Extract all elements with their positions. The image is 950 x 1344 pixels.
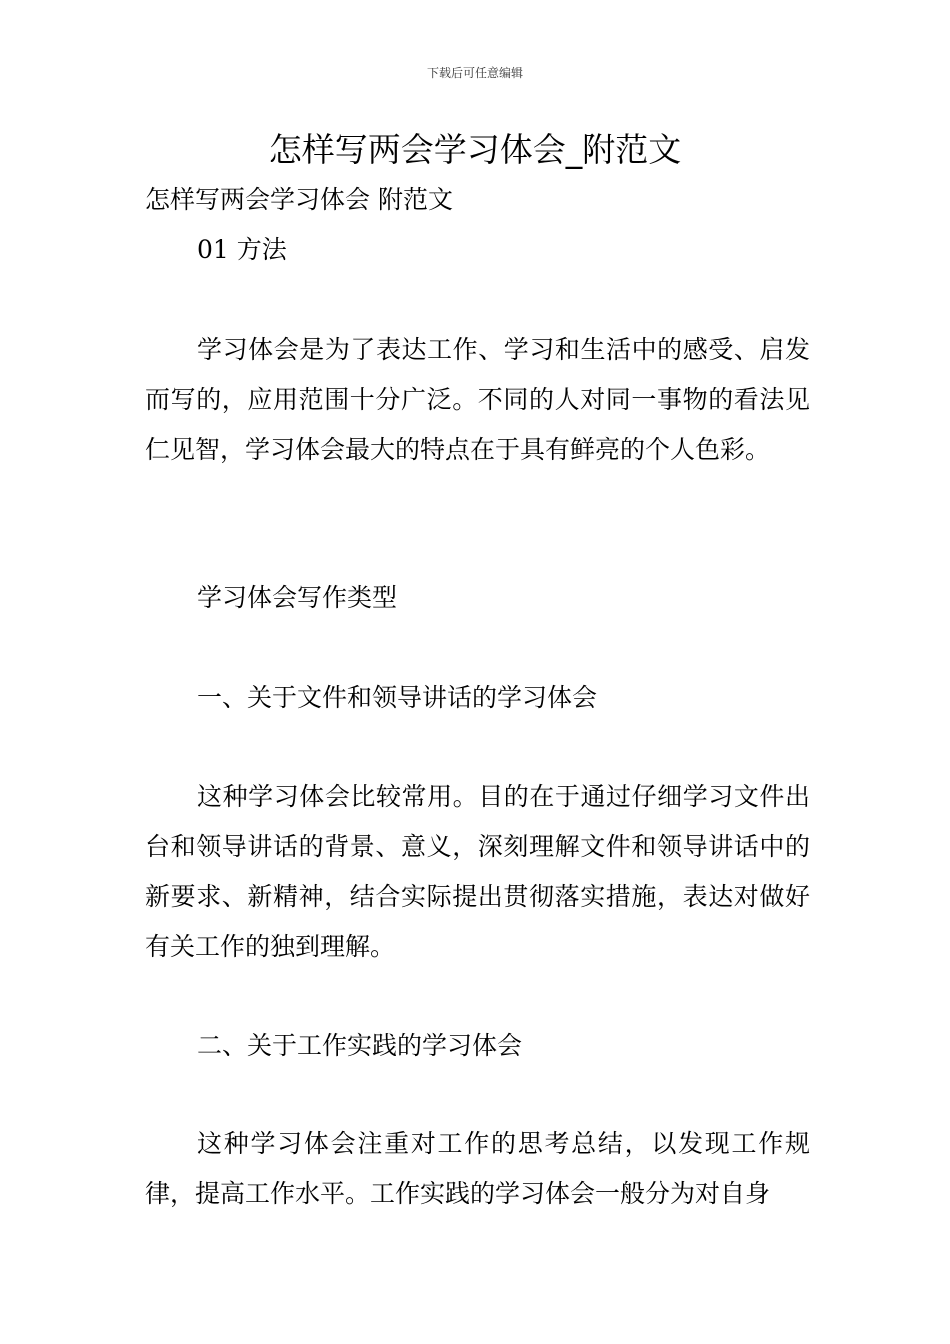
heading-type-two: 二、关于工作实践的学习体会 — [197, 1031, 523, 1060]
paragraph-intro: 学习体会是为了表达工作、学习和生活中的感受、启发而写的，应用范围十分广泛。不同的人对同一事物的看法见仁见智，学习体会最大的特点在于具有鲜亮的个人色彩。 — [145, 335, 810, 464]
document-title: 怎样写两会学习体会_附范文 — [268, 130, 682, 169]
header-note: 下载后可任意编辑 — [426, 66, 523, 80]
heading-type-one: 一、关于文件和领导讲话的学习体会 — [197, 683, 598, 712]
document-subtitle: 怎样写两会学习体会 附范文 — [145, 185, 453, 214]
section-method-heading: 01 方法 — [197, 235, 287, 264]
heading-writing-types: 学习体会写作类型 — [197, 583, 398, 612]
paragraph-type-one: 这种学习体会比较常用。目的在于通过仔细学习文件出台和领导讲话的背景、意义，深刻理解文件和领导讲话中的新要求、新精神，结合实际提出贯彻落实措施，表达对做好有关工作的独到理解。 — [145, 782, 810, 961]
paragraph-type-two: 这种学习体会注重对工作的思考总结，以发现工作规律，提高工作水平。工作实践的学习体会一般分为对自身 — [145, 1129, 810, 1208]
